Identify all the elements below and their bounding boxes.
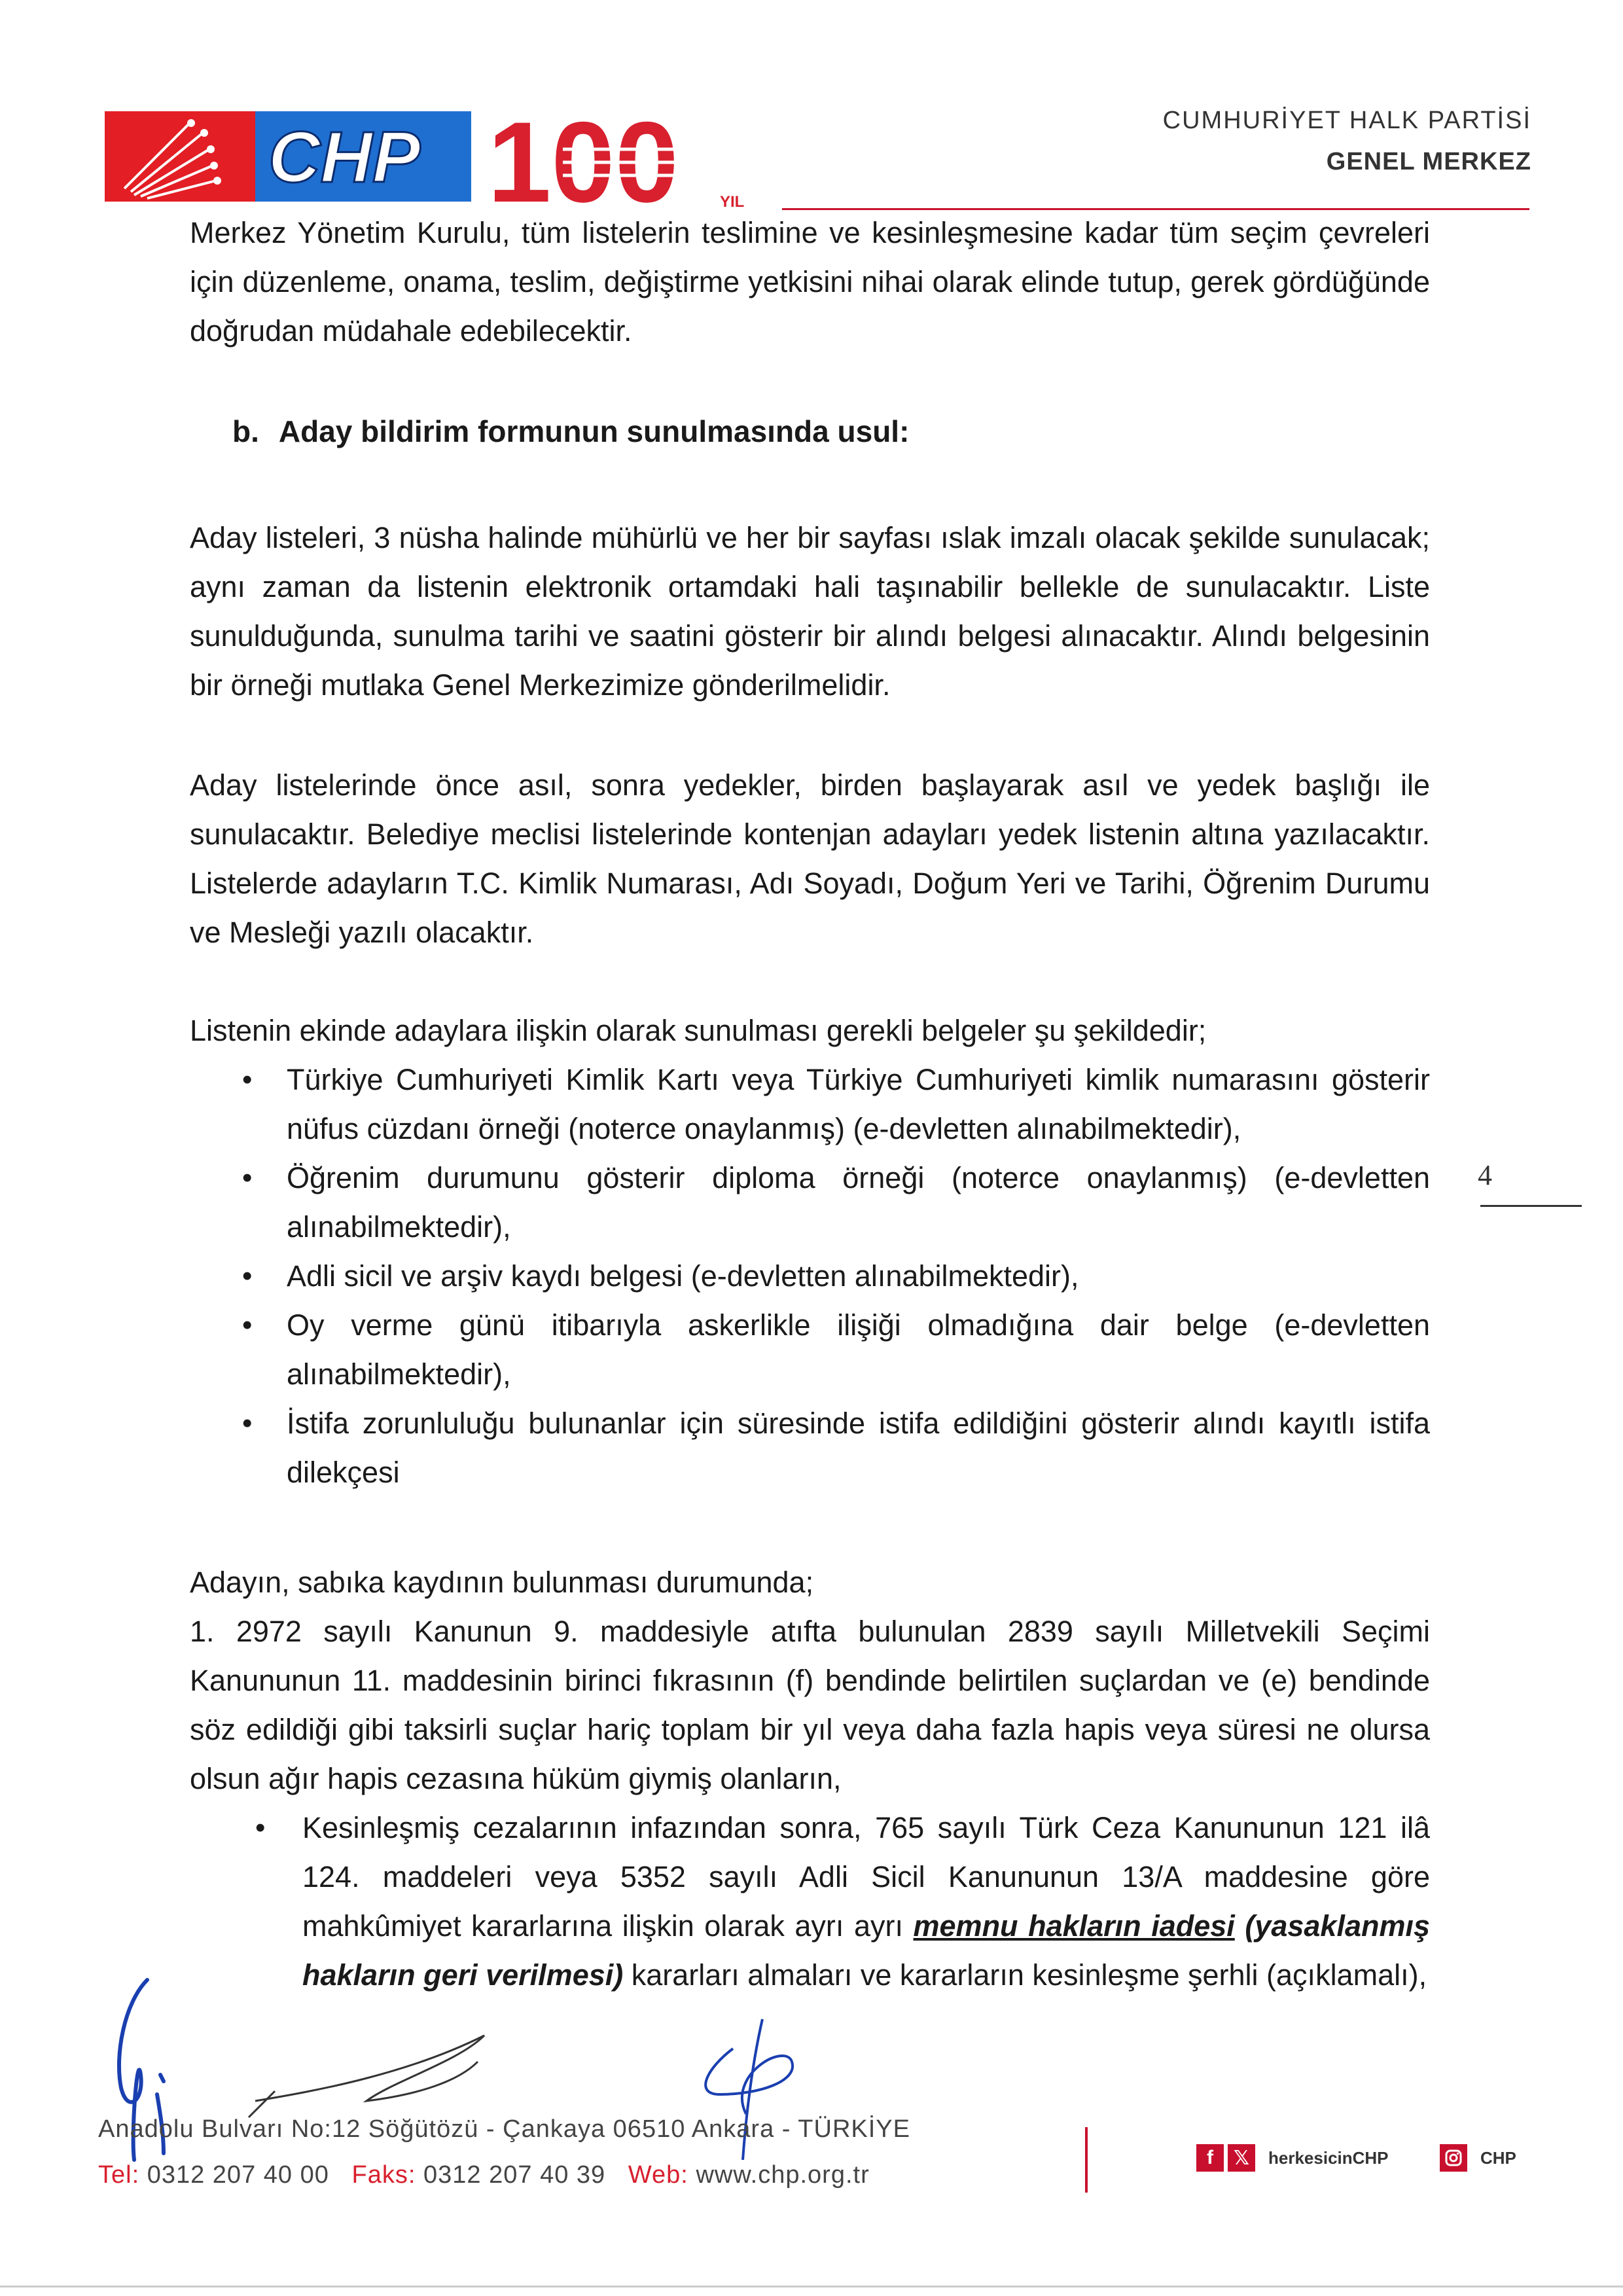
list-item: • Öğrenim durumunu gösterir diploma örneği (noterce onaylanmış) (e-devletten alınabilmektedir), bbox=[190, 1153, 1430, 1251]
list-item: • Adli sicil ve arşiv kaydı belgesi (e-devletten alınabilmektedir), bbox=[190, 1251, 1430, 1300]
list-item: • Oy verme günü itibarıyla askerlikle ilişiği olmadığına dair belge (e-devletten alınabilmektedir), bbox=[190, 1300, 1430, 1399]
footer-address: Anadolu Bulvarı No:12 Söğütözü - Çankaya 06510 Ankara - TÜRKİYE bbox=[98, 2115, 910, 2143]
paragraph-2-text: Aday listelerinde önce asıl, sonra yedekler, birden başlayarak asıl ve yedek başlığı ile sunulacaktır. Belediye meclisi listelerinde kontenjan adayları yedek listenin altına yazılacaktır. Listelerde adayların T.C. Kimlik Numarası, Adı Soyadı, Doğum Yeri ve Tarihi, Öğrenim Durumu ve Mesleği yazılı olacaktır. bbox=[190, 768, 1430, 949]
facebook-icon[interactable]: f bbox=[1196, 2144, 1224, 2172]
documents-list bbox=[190, 1055, 1430, 1497]
page-number: 4 bbox=[1478, 1159, 1492, 1191]
web-link[interactable]: www.chp.org.tr bbox=[696, 2161, 870, 2189]
social-twitter-facebook[interactable] bbox=[1196, 2144, 1389, 2172]
social-instagram[interactable] bbox=[1440, 2144, 1516, 2172]
footer-divider bbox=[1085, 2127, 1088, 2193]
paragraph-1 bbox=[190, 513, 1430, 709]
sub-bullet-end: kararları almaları ve kararların kesinleşme şerhli (açıklamalı), bbox=[623, 1958, 1427, 1992]
logo-text: CHP bbox=[268, 117, 421, 198]
tel-label: Tel: bbox=[98, 2161, 140, 2189]
intro-paragraph bbox=[190, 208, 1430, 355]
record-item: 1. 2972 sayılı Kanunun 9. maddesiyle atıfta bulunulan 2839 sayılı Milletvekili Seçimi Kanununun 11. maddesinin birinci fıkrasının (f) bendinde belirtilen suçlardan ve (e) bendinde söz edildiği gibi taksirli suçlar hariç toplam bir yıl veya daha fazla hapis veya süresi ne olursa olsun ağır hapis cezasına hüküm giymiş olanların, bbox=[190, 1615, 1430, 1795]
fax-label: Faks: bbox=[351, 2161, 416, 2189]
record-section bbox=[190, 1558, 1430, 2000]
sub-bullet-text: Kesinleşmiş cezalarının infazından sonra, 765 sayılı Türk Ceza Kanununun 121 ilâ 124. maddeleri veya 5352 sayılı Adli Sicil Kanununun 13/A maddesine göre mahkûmiyet kararlarına ilişkin olarak ayrı ayrı bbox=[302, 1811, 1430, 1943]
page-number-line bbox=[1480, 1205, 1582, 1207]
header-party bbox=[1163, 107, 1531, 176]
record-intro: Adayın, sabıka kaydının bulunması durumunda; bbox=[190, 1566, 814, 1599]
list-item: • Türkiye Cumhuriyeti Kimlik Kartı veya Türkiye Cumhuriyeti kimlik numarasını gösterir nüfus cüzdanı örneği (noterce onaylanmış) (e-devletten alınabilmektedir), bbox=[190, 1055, 1430, 1153]
instagram-icon[interactable] bbox=[1440, 2144, 1467, 2172]
list-item bbox=[190, 1803, 1430, 2000]
section-marker: b. bbox=[232, 414, 259, 448]
web-label: Web: bbox=[628, 2161, 688, 2189]
scan-edge bbox=[0, 2286, 1623, 2287]
paragraph-2 bbox=[190, 761, 1430, 957]
signature-black bbox=[249, 2036, 484, 2117]
x-twitter-icon[interactable]: 𝕏 bbox=[1228, 2144, 1255, 2172]
chp-100-logo bbox=[105, 103, 798, 211]
logo-number: 100 bbox=[488, 103, 679, 211]
party-name: CUMHURİYET HALK PARTİSİ bbox=[1162, 107, 1531, 134]
list-item: • İstifa zorunluluğu bulunanlar için süresinde istifa edildiğini gösterir alındı kayıtlı istifa dilekçesi bbox=[190, 1399, 1430, 1497]
logo-suffix: YIL bbox=[720, 193, 745, 211]
office-name: GENEL MERKEZ bbox=[1326, 148, 1531, 175]
footer-contact bbox=[98, 2161, 870, 2189]
social-handle[interactable]: herkesicinCHP bbox=[1268, 2147, 1389, 2168]
fax-value: 0312 207 40 39 bbox=[423, 2161, 606, 2189]
underlined-phrase: memnu hakların iadesi bbox=[913, 1909, 1235, 1943]
italic-phrase: (yasaklanmış hakların geri verilmesi) bbox=[302, 1909, 1430, 1992]
record-sub-list bbox=[190, 1803, 1430, 2000]
section-heading bbox=[232, 414, 929, 449]
intro-text: Merkez Yönetim Kurulu, tüm listelerin teslimine ve kesinleşmesine kadar tüm seçim çevreleri için düzenleme, onama, teslim, değiştirme yetkisini nihai olarak elinde tutup, gerek gördüğünde doğrudan müdahale edebilecektir. bbox=[190, 216, 1430, 348]
section-title: Aday bildirim formunun sunulmasında usul: bbox=[278, 414, 910, 448]
instagram-handle[interactable]: CHP bbox=[1480, 2147, 1516, 2168]
list-intro: Listenin ekinde adaylara ilişkin olarak sunulması gerekli belgeler şu şekildedir; bbox=[190, 1014, 1207, 1047]
paragraph-1-text: Aday listeleri, 3 nüsha halinde mühürlü ve her bir sayfası ıslak imzalı olacak şekilde sunulacak; aynı zaman da listenin elektronik ortamdaki hali taşınabilir bellekle de sunulacaktır. Liste sunulduğunda, sunulma tarihi ve saatini gösterir bir alındı belgesi alınacaktır. Alındı belgesinin bir örneği mutlaka Genel Merkezimize gönderilmelidir. bbox=[190, 521, 1430, 702]
tel-value: 0312 207 40 00 bbox=[147, 2161, 329, 2189]
documents-section bbox=[190, 1006, 1430, 1497]
